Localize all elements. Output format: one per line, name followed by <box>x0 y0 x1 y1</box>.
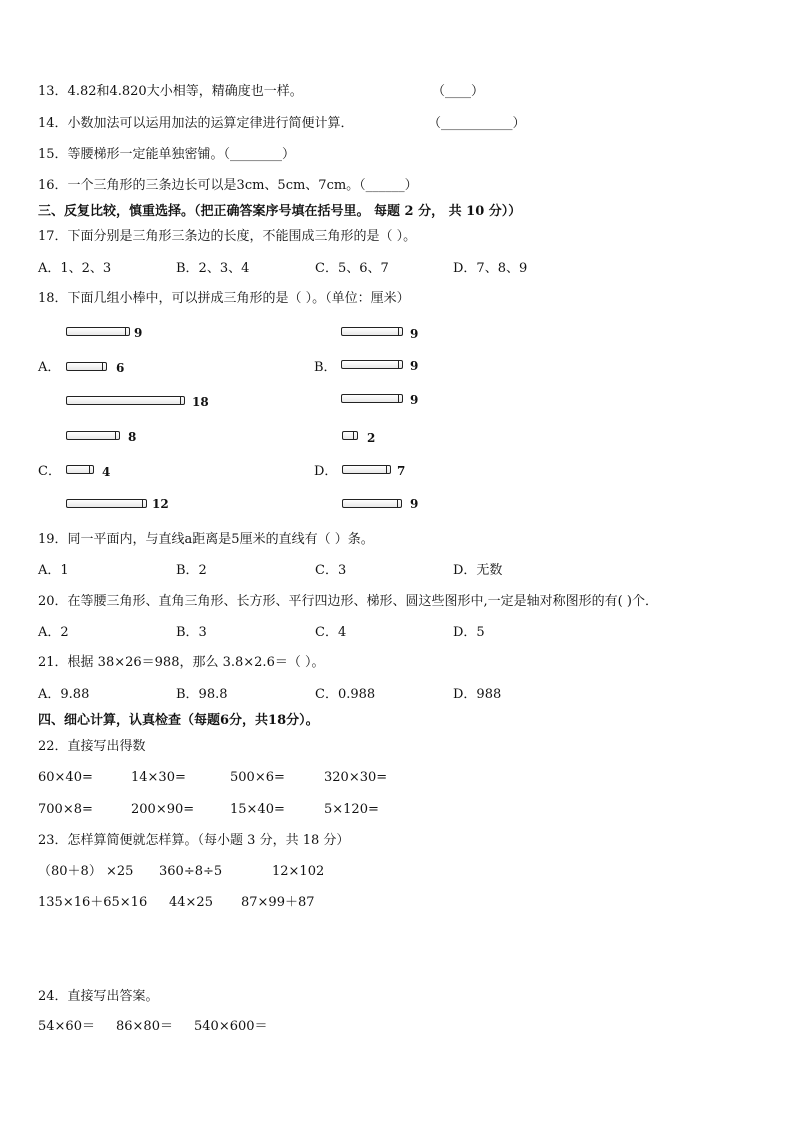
stick-b-3-length: 9 <box>410 393 419 407</box>
q23-item: 135×16＋65×16 <box>38 895 148 910</box>
q18-option-b[interactable]: B． <box>314 360 337 375</box>
q20-option-a[interactable]: A．2 <box>38 625 69 640</box>
stick-b-3 <box>341 394 403 403</box>
q22-item: 500×6= <box>230 770 285 785</box>
q22-item: 700×8= <box>38 802 93 817</box>
q15-statement: 15．等腰梯形一定能单独密铺。（________） <box>38 147 296 162</box>
q18-statement: 18．下面几组小棒中，可以拼成三角形的是（ ）。（单位：厘米） <box>38 291 410 306</box>
q20-option-b[interactable]: B．3 <box>176 625 207 640</box>
q22-item: 5×120= <box>324 802 379 817</box>
q13-statement: 13．4.82和4.820大小相等，精确度也一样。 <box>38 84 303 99</box>
q18-option-c[interactable]: C． <box>38 464 61 479</box>
q22-item: 200×90= <box>131 802 195 817</box>
q22-statement: 22．直接写出得数 <box>38 739 146 754</box>
q22-item: 320×30= <box>324 770 388 785</box>
q17-option-d[interactable]: D．7、8、9 <box>453 261 528 276</box>
q23-item: 12×102 <box>272 864 325 879</box>
q22-item: 15×40= <box>230 802 285 817</box>
stick-a-3 <box>66 396 185 405</box>
q20-option-d[interactable]: D．5 <box>453 625 485 640</box>
q21-option-d[interactable]: D．988 <box>453 687 502 702</box>
q19-option-d[interactable]: D．无数 <box>453 563 503 578</box>
q24-statement: 24．直接写出答案。 <box>38 989 159 1004</box>
q19-option-b[interactable]: B．2 <box>176 563 207 578</box>
q22-item: 60×40= <box>38 770 93 785</box>
q20-option-c[interactable]: C．4 <box>315 625 347 640</box>
q16-statement: 16．一个三角形的三条边长可以是3cm、5cm、7cm。（______） <box>38 178 418 193</box>
q14-answer-bracket[interactable]: （___________） <box>428 116 526 131</box>
q14-statement: 14．小数加法可以运用加法的运算定律进行简便计算． <box>38 116 354 131</box>
q23-statement: 23．怎样算简便就怎样算。（每小题 3 分，共 18 分） <box>38 833 350 848</box>
q23-item: 44×25 <box>169 895 213 910</box>
q21-statement: 21．根据 38×26＝988，那么 3.8×2.6＝（ ）。 <box>38 655 325 670</box>
stick-c-2-length: 4 <box>102 465 111 479</box>
stick-c-3-length: 12 <box>152 497 169 511</box>
q19-option-c[interactable]: C．3 <box>315 563 347 578</box>
q17-option-b[interactable]: B．2、3、4 <box>176 261 250 276</box>
stick-d-1-length: 2 <box>367 431 376 445</box>
stick-c-3 <box>66 499 147 508</box>
stick-d-3 <box>342 499 402 508</box>
stick-d-3-length: 9 <box>410 497 419 511</box>
q21-option-c[interactable]: C．0.988 <box>315 687 376 702</box>
stick-a-1-length: 9 <box>134 326 143 340</box>
stick-d-1 <box>342 431 358 440</box>
q24-item: 54×60＝ <box>38 1019 95 1034</box>
stick-b-1-length: 9 <box>410 327 419 341</box>
section-3-heading: 三、反复比较，慎重选择。（把正确答案序号填在括号里。 每题 2 分， 共 10 分）） <box>38 204 522 219</box>
q20-statement: 20．在等腰三角形、直角三角形、长方形、平行四边形、梯形、圆这些图形中,一定是轴对称图形的有( )个． <box>38 594 658 609</box>
q17-option-a[interactable]: A．1、2、3 <box>38 261 112 276</box>
stick-a-3-length: 18 <box>192 395 209 409</box>
q22-item: 14×30= <box>131 770 186 785</box>
q24-item: 540×600＝ <box>194 1019 268 1034</box>
q18-option-d[interactable]: D． <box>314 464 338 479</box>
stick-b-1 <box>341 327 403 336</box>
q23-item: （80＋8） ×25 <box>38 864 134 879</box>
stick-a-1 <box>66 327 130 336</box>
stick-c-2 <box>66 465 94 474</box>
q23-item: 87×99＋87 <box>241 895 315 910</box>
stick-a-2 <box>66 362 107 371</box>
stick-b-2 <box>341 360 403 369</box>
stick-d-2 <box>342 465 391 474</box>
q18-option-a[interactable]: A． <box>38 360 61 375</box>
stick-a-2-length: 6 <box>116 361 125 375</box>
section-4-heading: 四、细心计算，认真检查（每题6分，共18分）。 <box>38 713 319 728</box>
stick-c-1 <box>66 431 120 440</box>
stick-d-2-length: 7 <box>397 464 406 478</box>
q24-item: 86×80＝ <box>116 1019 173 1034</box>
stick-b-2-length: 9 <box>410 359 419 373</box>
q13-answer-bracket[interactable]: （____） <box>432 84 485 99</box>
q21-option-b[interactable]: B．98.8 <box>176 687 228 702</box>
q19-statement: 19．同一平面内，与直线a距离是5厘米的直线有（ ）条。 <box>38 532 374 547</box>
q17-statement: 17．下面分别是三角形三条边的长度，不能围成三角形的是（ ）。 <box>38 229 417 244</box>
stick-c-1-length: 8 <box>128 430 137 444</box>
q21-option-a[interactable]: A．9.88 <box>38 687 90 702</box>
q19-option-a[interactable]: A．1 <box>38 563 69 578</box>
q23-item: 360÷8÷5 <box>159 864 223 879</box>
q17-option-c[interactable]: C．5、6、7 <box>315 261 389 276</box>
